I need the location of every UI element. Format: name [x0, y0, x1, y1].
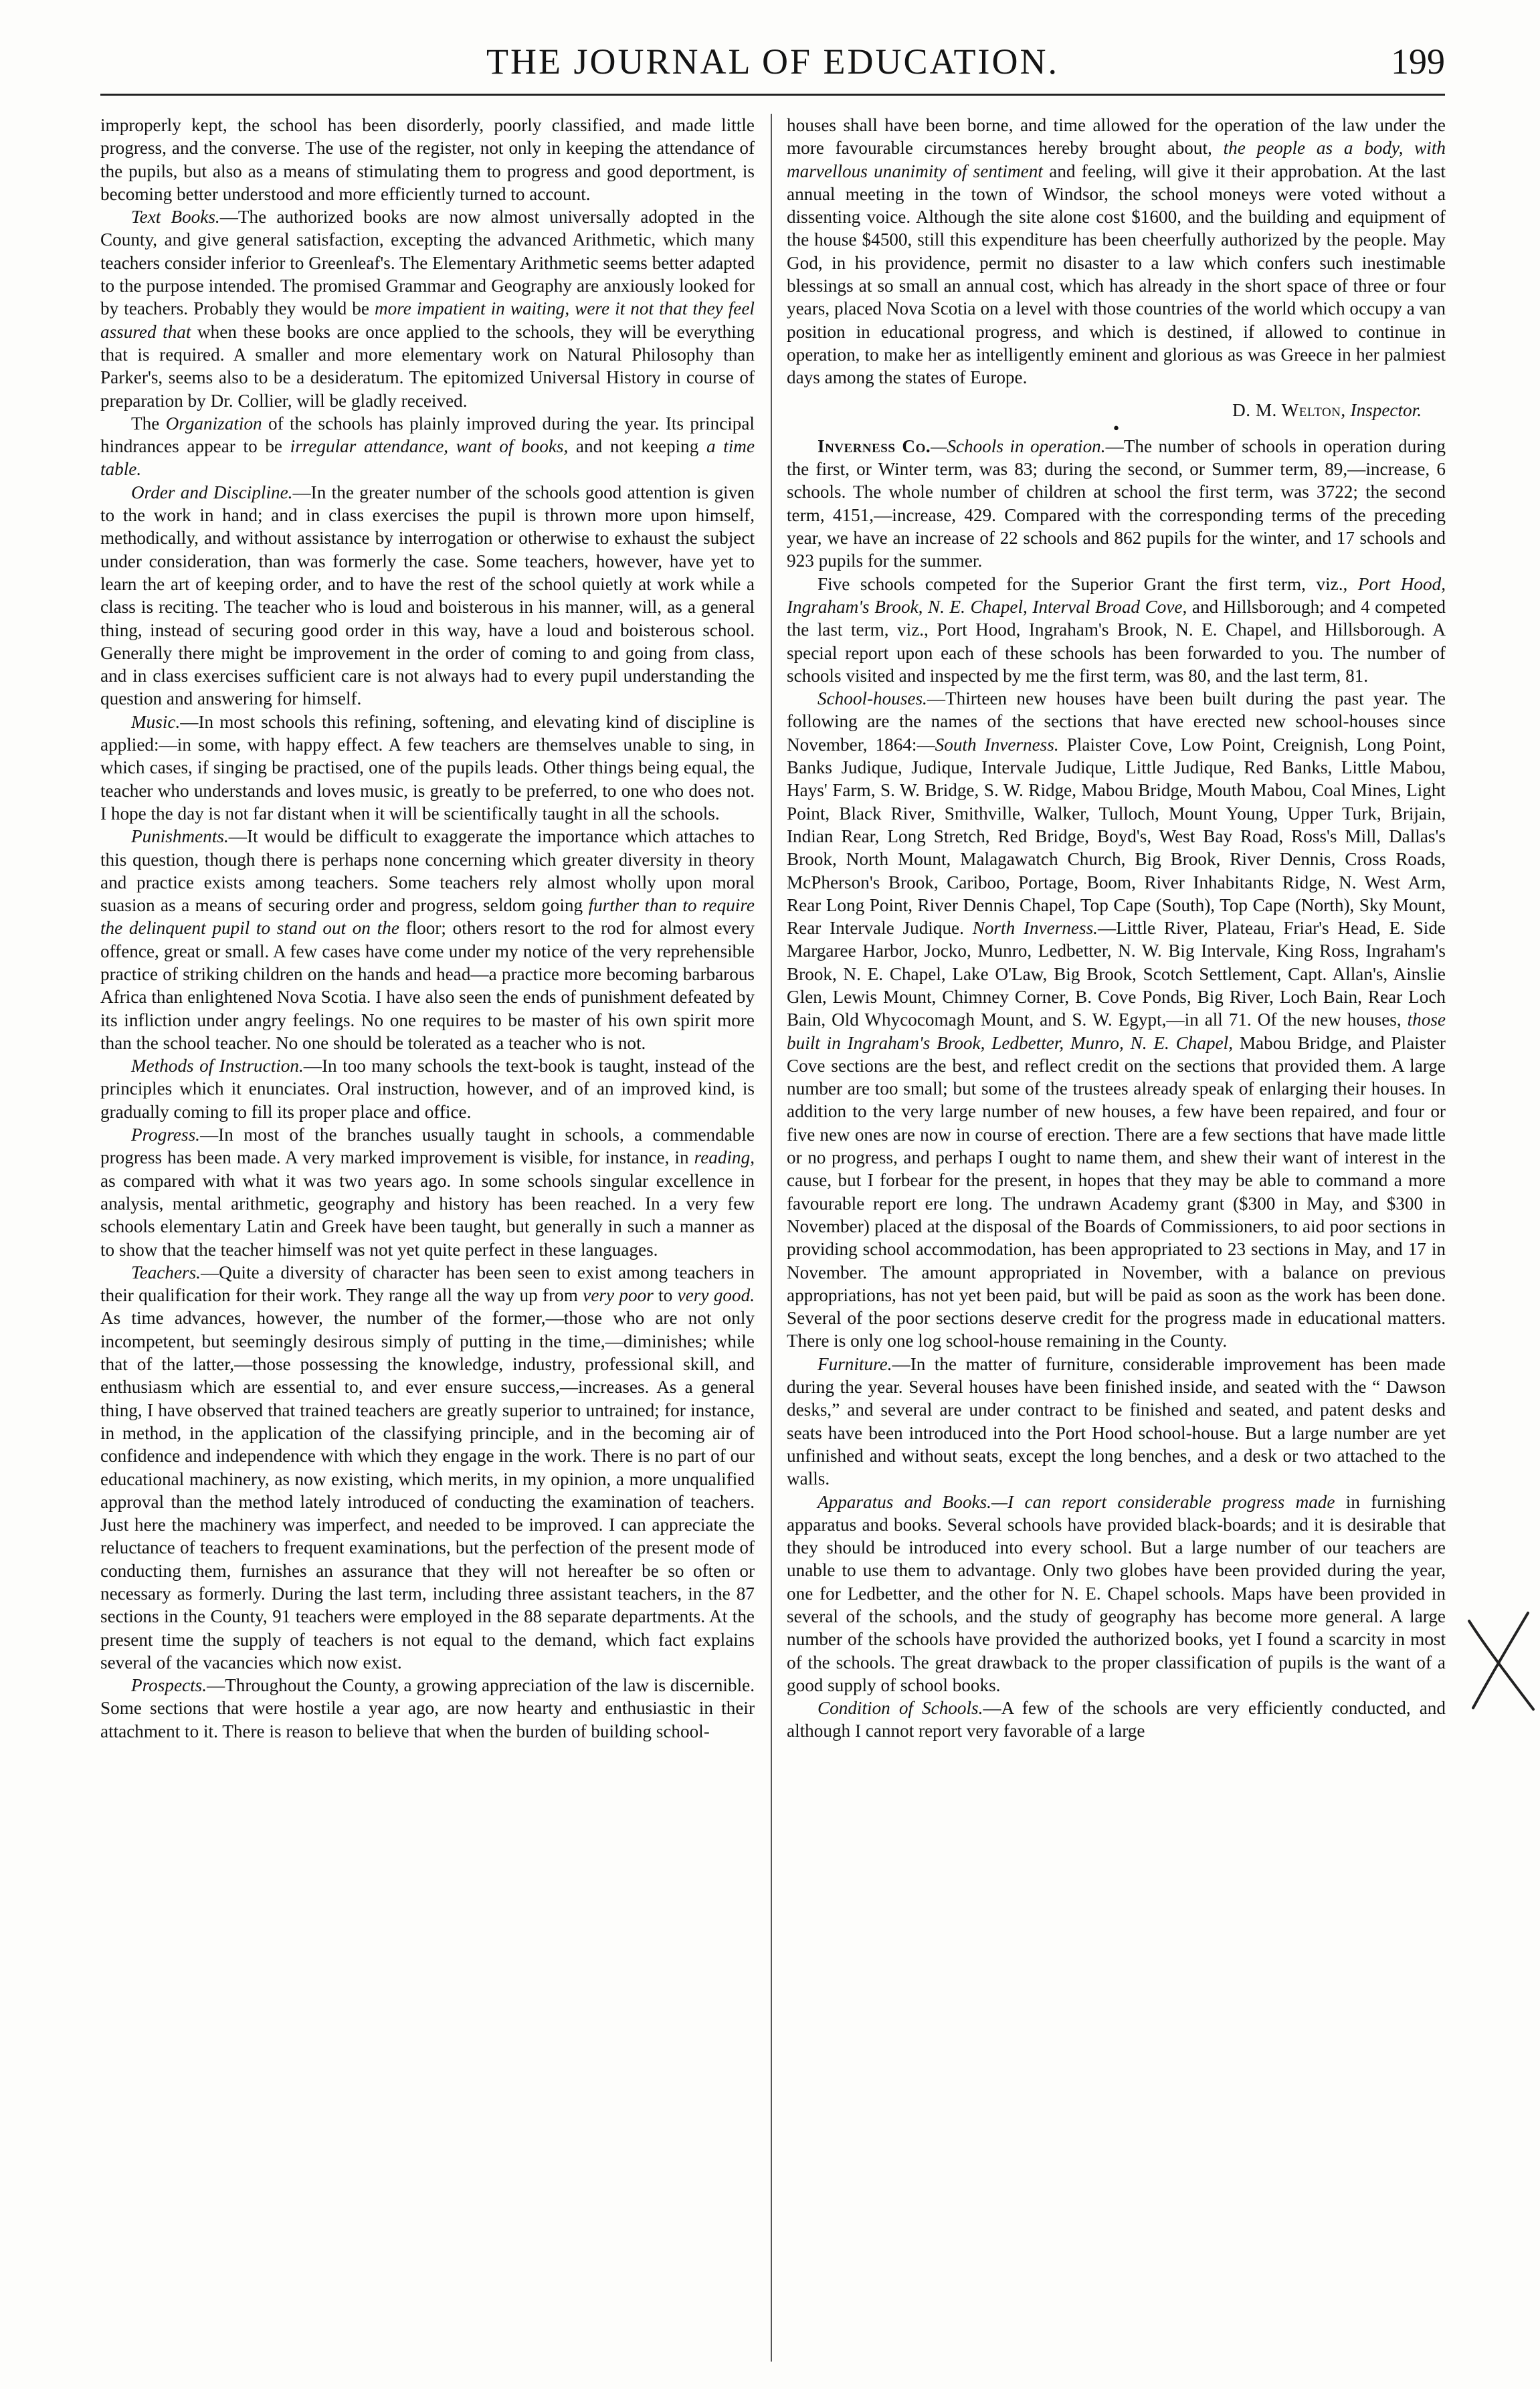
run-in-heading: Punishments. — [131, 826, 229, 847]
paragraph-teachers: Teachers.—Quite a diversity of character has been seen to exist among teachers in their qualification for their work. They range all the way up from very poor to very good. As time advances, however, the number of the former,—those who are not only incompetent, but seemingly desirous simply of putting in the time,—diminishes; while that of the latter,—those possessing the knowledge, industry, professional skill, and enthusiasm which are essential to, and ever ensure success,—increases. As a general thing, I have observed that trained teachers are greatly superior to untrained; for instance, in method, in the application of the classifying principle, and in the becoming air of confidence and independence with which they engage in the work. There is no part of our educational machinery, as now existing, which merits, in my opinion, a more unqualified approval than the method lately introduced of conducting the examination of teachers. Just here the machinery was imperfect, and needed to be improved. I can appreciate the reluctance of teachers to frequent examinations, but the perfection of the present mode of conducting them, furnishes an assurance that they will not hereafter be so often or necessary as formerly. During the last term, including three assistant teachers, in the 87 sections in the County, 91 teachers were employed in the 88 separate departments. At the present time the supply of teachers is not equal to the demand, which fact explains several of the vacancies which now exist. — [100, 1262, 755, 1673]
signature-name: D. M. Welton, — [1232, 399, 1346, 420]
paragraph-superior-grant: Five schools competed for the Superior Grant the first term, viz., Port Hood, Ingraham's Brook, N. E. Chapel, Interval Broad Cove, and Hillsborough; and 4 competed the last term, viz., Port Hood, Ingraham's Brook, N. E. Chapel, and Hillsborough. A special report upon each of these schools has been forwarded to you. The number of schools visited and inspected by me the first term, was 80, and the last term, 81. — [787, 573, 1446, 686]
header-rule — [100, 94, 1445, 96]
paragraph-school-houses: School-houses.—Thirteen new houses have been built during the past year. The following are the names of the sections that have erected new school-houses since November, 1864:—South Inverness. Plaister Cove, Low Point, Creignish, Long Point, Banks Judique, Judique, Intervale Judique, Little Judique, Red Banks, Little Mabou, Hays' Farm, S. W. Bridge, S. W. Ridge, Mabou Bridge, Mouth Mabou, Coal Mines, Light Point, Black River, Smithville, Walker, Tulloch, Mount Young, Upper Turk, Brijain, Indian Rear, Long Stretch, Red Bridge, Boyd's, West Bay Road, Ross's Mill, Dallas's Brook, North Mount, Malagawatch Church, Big Brook, River Dennis, Cross Roads, McPherson's Brook, Cariboo, Portage, Boom, River Inhabitants Ridge, N. West Arm, Rear Long Point, River Dennis Chapel, Top Cape (South), Top Cape (North), Sky Mount, Rear Intervale Judique. North Inverness.—Little River, Plateau, Friar's Head, E. Side Margaree Harbor, Jocko, Munro, Ledbetter, N. W. Big Intervale, King Ross, Ingraham's Brook, N. E. Chapel, Lake O'Law, Big Brook, Scotch Settlement, Capt. Allan's, Ainslie Glen, Lewis Mount, Chimney Corner, B. Cove Ponds, Big River, Loch Bain, Rear Loch Bain, Old Whycocomagh Mount, and S. W. Egypt,—in all 71. Of the new houses, those built in Ingraham's Brook, Ledbetter, Munro, N. E. Chapel, Mabou Bridge, and Plaister Cove sections are the best, and reflect credit on the sections that provided them. A large number are too small; but some of the trustees already speak of enlarging their houses. In addition to the very large number of new houses, a few have been repaired, and four or five new ones are now in course of erection. There are a few sections that have made little or no progress, and perhaps I ought to name them, and shew their want of interest in the cause, but I forbear for the present, in hopes that they may be able to command a more favourable report ere long. The undrawn Academy grant ($300 in May, and $300 in November) placed at the disposal of the Boards of Commissioners, to aid poor sections in providing school accommodation, has been appropriated to 23 sections in May, and 17 in November. The amount appropriated in November, with a balance on previous appropriations, has not yet been paid, but will be paid as soon as the work has been done. Several of the poor sections deserve credit for the progress made in educational matters. There is only one log school-house remaining in the County. — [787, 688, 1446, 1351]
paragraph-organization: The Organization of the schools has plainly improved during the year. Its principal hindrances appear to be irregular attendance, want of books, and not keeping a time table. — [100, 413, 755, 480]
running-title: THE JOURNAL OF EDUCATION. — [486, 41, 1059, 82]
run-in-heading: Condition of Schools. — [817, 1698, 983, 1719]
run-in-heading: Teachers. — [131, 1262, 201, 1282]
inspector-signature — [787, 399, 1422, 421]
right-column — [787, 114, 1446, 2368]
run-in-heading: Apparatus and Books. — [817, 1491, 991, 1512]
paragraph-music: Music.—In most schools this refining, softening, and elevating kind of discipline is applied:—in some, with happy effect. A few teachers are themselves unable to sing, in which cases, if singing be practised, one of the pupils leads. Other things being equal, the teacher who understands and loves music, is greatly to be preferred, to one who does not. I hope the day is not far distant when it will be scientifically taught in all the schools. — [100, 711, 755, 824]
paragraph-register: improperly kept, the school has been disorderly, poorly classified, and made little progress, and the converse. The use of the register, not only in keeping the attendance of the pupils, but also as a means of stimulating them to progress and good deportment, is becoming better understood and more efficiently turned to account. — [100, 115, 755, 204]
signature-title: Inspector. — [1350, 399, 1422, 420]
paragraph-inverness-schools: Inverness Co.—Schools in operation.—The number of schools in operation during the first, or Winter term, was 83; during the second, or Summer term, 89,—increase, 6 schools. The whole number of children at school the first term, was 3722; the second term, 4151,—increase, 429. Compared with the corresponding terms of the preceding year, we have an increase of 22 schools and 862 pupils for the winter, and 17 schools and 923 pupils for the summer. — [787, 436, 1446, 571]
left-column — [100, 114, 755, 2368]
paragraph-progress: Progress.—In most of the branches usually taught in schools, a commendable progress has been made. A very marked improvement is visible, for instance, in reading, as compared with what it was two years ago. In some schools singular excellence in analysis, mental arithmetic, geography and history has been reached. In a very few schools elementary Latin and Greek have been taught, but generally in such a manner as to show that the teacher himself was not yet quite perfect in these languages. — [100, 1125, 755, 1260]
run-in-heading: Furniture. — [817, 1353, 892, 1374]
paragraph-condition-of-schools: Condition of Schools.—A few of the schools are very efficiently conducted, and although I cannot report very favorable of a large — [787, 1698, 1446, 1741]
run-in-heading: Music. — [131, 711, 181, 732]
paragraph-prospects: Prospects.—Throughout the County, a growing appreciation of the law is discernible. Some sections that were hostile a year ago, are now hearty and enthusiastic in their attachment to it. There is reason to believe that when the burden of building school- — [100, 1675, 755, 1741]
run-in-heading: Progress. — [131, 1125, 200, 1145]
paragraph-apparatus-books: Apparatus and Books.—I can report considerable progress made in furnishing apparatus and books. Several schools have provided black-boards; and it is desirable that they should be introduced into every school. But a large number of our teachers are unable to use them to advantage. Only two globes have been provided during the year, one for Ledbetter, and the other for N. E. Chapel schools. Maps have been provided in several of the schools, and the study of geography has become more general. A large number of the schools have provided the authorized books, yet I found a scarcity in most of the schools. The great drawback to the proper classification of pupils is the want of a good supply of school books. — [787, 1491, 1446, 1695]
run-in-heading: Prospects. — [131, 1675, 207, 1696]
paragraph-furniture: Furniture.—In the matter of furniture, considerable improvement has been made during the year. Several houses have been finished inside, and seated with the “ Dawson desks,” and several are under contract to be finished and seated, and patent desks and seats have been introduced into the Port Hood school-house. But a large number are yet unfinished and without seats, except the long benches, and a desk or two attached to the walls. — [787, 1353, 1446, 1489]
paragraph-text-books: Text Books.—The authorized books are now almost universally adopted in the County, and give general satisfaction, excepting the advanced Arithmetic, which many teachers consider inferior to Greenleaf's. The Elementary Arithmetic seems better adapted to the purpose intended. The promised Grammar and Geography are anxiously looked for by teachers. Probably they would be more impatient in waiting, were it not that they feel assured that when these books are once applied to the schools, they will be everything that is required. A smaller and more elementary work on Natural Philosophy than Parker's, seems also to be a desideratum. The epitomized Universal History in course of preparation by Dr. Collier, will be gladly received. — [100, 207, 755, 411]
handwritten-cross-mark — [1464, 1609, 1537, 1716]
paragraph-order-discipline: Order and Discipline.—In the greater number of the schools good attention is given to the work in hand; and in class exercises the pupil is thrown more upon himself, methodically, and without assistance by interrogation or otherwise to exhaust the subject under consideration, than was formerly the case. Some teachers, however, have yet to learn the art of keeping order, and to have the rest of the school quietly at work while a class is reciting. The teacher who is loud and boisterous in his manner, will, as a general thing, instead of securing good order in this way, have a loud and boisterous school. Generally there might be improvement in the order of coming to and going from class, and in class exercises sufficient care is not always had to every pupil understanding the question and answering for himself. — [100, 482, 755, 709]
county-heading: Inverness Co. — [817, 436, 931, 456]
paragraph-punishments: Punishments.—It would be difficult to exaggerate the importance which attaches to this question, though there is perhaps none concerning which greater diversity in theory and practice exists among teachers. Some teachers rely almost wholly upon moral suasion as a means of securing order and progress, seldom going further than to require the delinquent pupil to stand out on the floor; others resort to the rod for almost every offence, great or small. A few cases have come under my notice of the very reprehensible practice of striking children on the hands and head—a practice more becoming barbarous Africa than enlightened Nova Scotia. I have also seen the ends of punishment defeated by its infliction under angry feelings. No one requires to be master of his own spirit more than the school teacher. No one should be tolerated as a teacher who is not. — [100, 826, 755, 1053]
section-separator-dot: • — [1113, 417, 1120, 438]
paragraph-prospects-continued: houses shall have been borne, and time allowed for the operation of the law under the more favourable circumstances hereby brought about, the people as a body, with marvellous unanimity of sentiment and feeling, will give it their approbation. At the last annual meeting in the town of Windsor, the school moneys were voted without a dissenting voice. Although the site alone cost $1600, and the building and equipment of the house $4500, still this expenditure has been cheerfully authorized by the people. May God, in his providence, permit no disaster to a law which confers such inestimable blessings at so small an annual cost, which has already in the short space of three or four years, placed Nova Scotia on a level with those countries of the world which occupy a van position in educational progress, and which is destined, if allowed to continue in operation, to make her as intelligently eminent and glorious as was Greece in her palmiest days among the states of Europe. — [787, 115, 1446, 388]
run-in-heading: Order and Discipline. — [131, 482, 293, 502]
run-in-heading: Text Books. — [131, 207, 220, 227]
run-in-heading: School-houses. — [817, 688, 927, 709]
page-number: 199 — [1391, 41, 1445, 82]
paragraph-methods: Methods of Instruction.—In too many schools the text-book is taught, instead of the principles which it enunciates. Oral instruction, however, and of an improved kind, is gradually coming to fill its proper place and office. — [100, 1056, 755, 1122]
run-in-heading: Methods of Instruction. — [131, 1056, 304, 1076]
page-header — [100, 41, 1445, 82]
column-divider — [771, 114, 772, 2362]
